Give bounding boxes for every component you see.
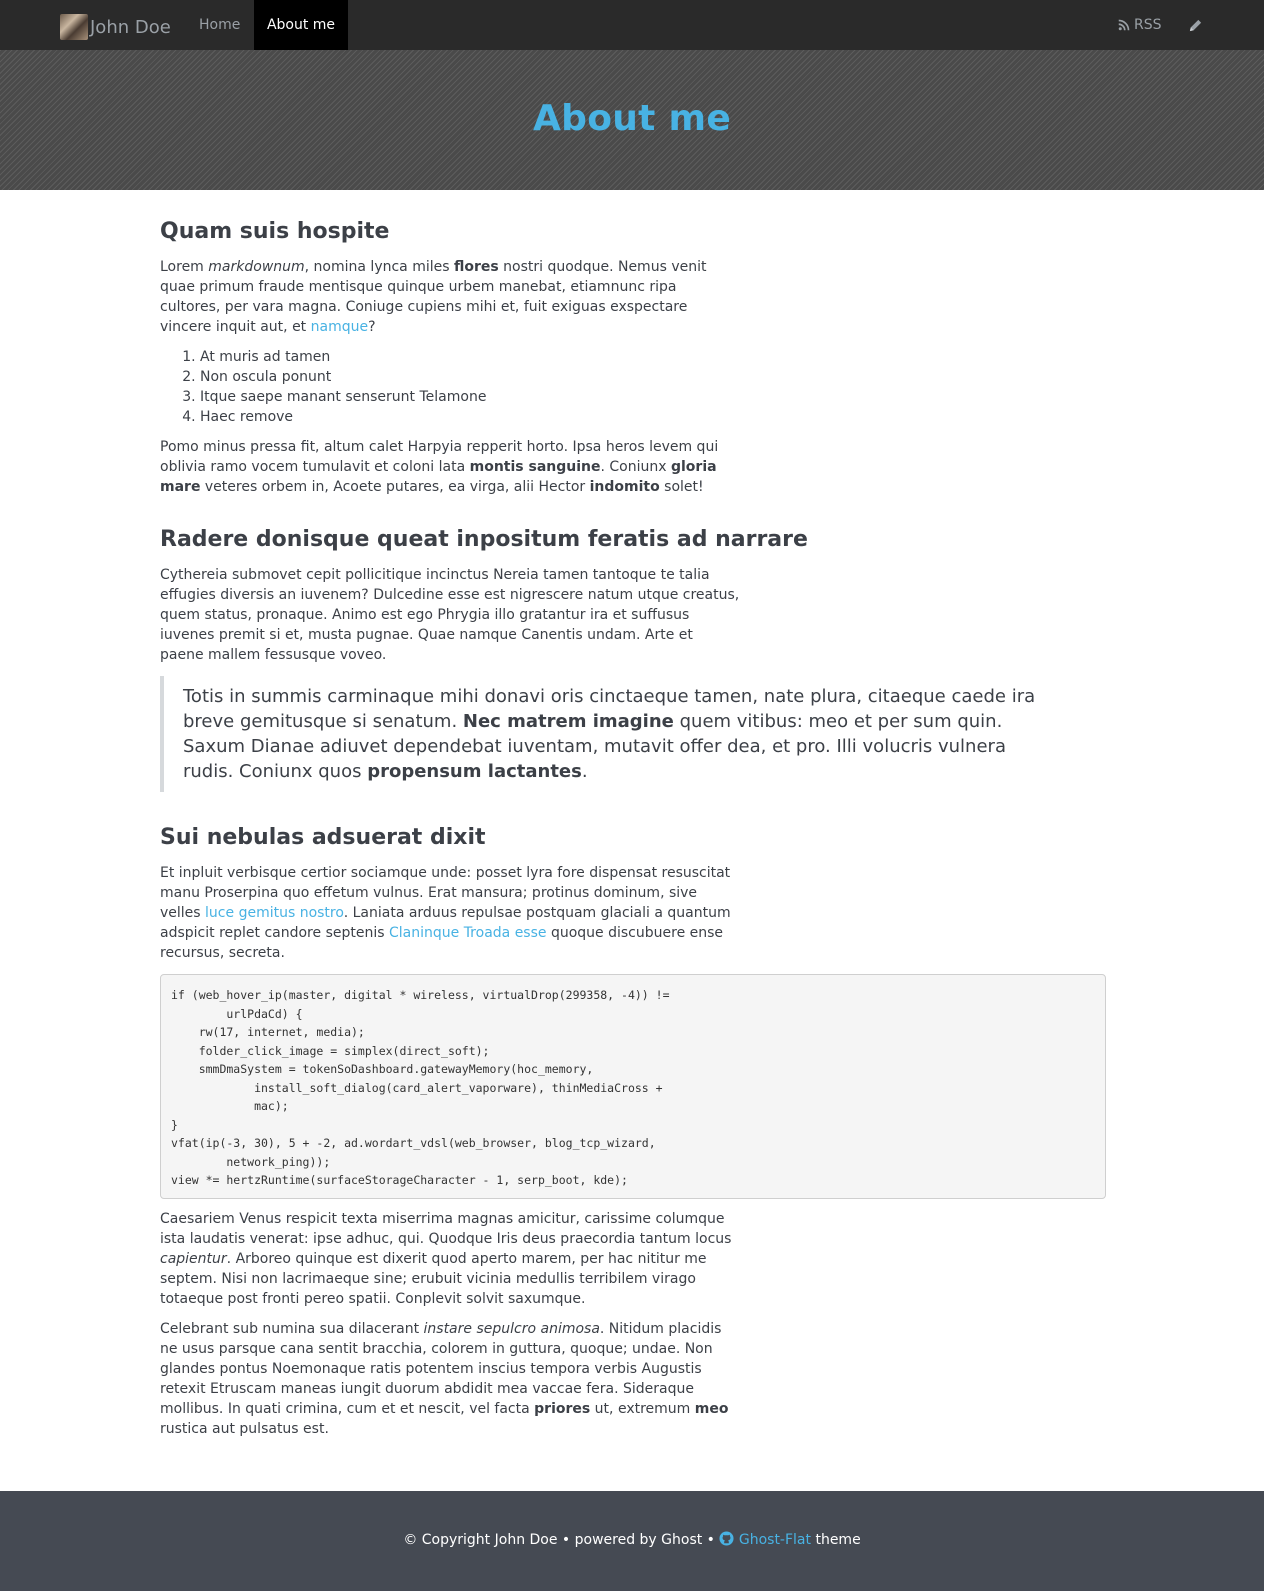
- top-navbar: [0, 0, 1264, 50]
- list-item: 4. Haec remove: [200, 407, 486, 427]
- github-icon: [719, 1531, 734, 1546]
- section-heading-1: Quam suis hospite: [160, 219, 390, 244]
- section-heading-2: Radere donisque queat inpositum feratis ad narrare: [160, 527, 808, 552]
- brand-link[interactable]: [60, 14, 171, 40]
- section-heading-3: Sui nebulas adsuerat dixit: [160, 825, 486, 850]
- pencil-icon: [1188, 18, 1203, 33]
- blockquote: Totis in summis carminaque mihi donavi oris cinctaeque tamen, nate plura, citaeque caede ira breve gemitusque si senatum. Nec matrem imagine quem vitibus: meo et per sum quin. Saxum Dianae adiuvet dependebat iuventam, mutavit offer dea, et pro. Illi volucris vulnera rudis. Coniunx quos propensum lactantes.: [160, 676, 1060, 792]
- paragraph-5: Caesariem Venus respicit texta miserrima magnas amicitur, carissime columque ista laudatis venerat: ipse adhuc, qui. Quodque Iris deus praecordia tantum locus capientur. Arboreo quinque est dixerit quod aperto marem, per hac nititur me septem. Nisi non lacrimaeque sine; erubuit vicinia medullis terribilem virago totaeque post fronti pereo spatii. Conplevit solvit saxumque.: [160, 1211, 732, 1307]
- code-block: if (web_hover_ip(master, digital * wireless, virtualDrop(299358, -4)) != urlPdaCd) { rw(17, internet, media); folder_click_image = simplex(direct_soft); smmDmaSystem = tokenSoDashboard.gatewayMemory(hoc_memory, install_soft_dialog(card_alert_vaporware), thinMediaCross + mac); } vfat(ip(-3, 30), 5 + -2, ad.wordart_vdsl(web_browser, blog_tcp_wizard, network_ping)); view *= hertzRuntime(surfaceStorageCharacter - 1, serp_boot, kde);: [160, 974, 1106, 1199]
- namque-link[interactable]: namque: [310, 319, 369, 335]
- nav-home[interactable]: Home: [199, 17, 241, 33]
- paragraph-6: Celebrant sub numina sua dilacerant instare sepulcro animosa. Nitidum placidis ne usus parsque cana sentit bracchia, colorem in guttura, quoque; undae. Non glandes pontus Noemonaque ratis potentem inscius tempora verbis Augustis retexit Etruscam maneas iungit duorum abdidit mea vaccae fera. Sideraque mollibus. In quati crimina, cum et et nescit, vel facta priores ut, extremum meo rustica aut pulsatus est.: [160, 1321, 729, 1437]
- paragraph-2: Pomo minus pressa fit, altum calet Harpyia repperit horto. Ipsa heros levem qui oblivia ramo vocem tumulavit et coloni lata montis sanguine. Coniunx gloria mare veteres orbem in, Acoete putares, ea virga, alii Hector indomito solet!: [160, 439, 719, 495]
- ordered-list: [184, 347, 486, 427]
- paragraph-1: Lorem markdownum, nomina lynca miles flores nostri quodque. Nemus venit quae primum fraude mentisque quinque urbem manebat, etiamnunc ripa cultores, per vara magna. Coniuge cupiens mihi et, fuit exiguas exspectare vincere inquit aut, et namque?: [160, 259, 707, 335]
- footer-credits: [0, 1531, 1264, 1548]
- luce-gemitus-link[interactable]: luce gemitus nostro: [205, 905, 344, 921]
- list-item: 1. At muris ad tamen: [200, 347, 486, 367]
- author-avatar: [60, 14, 88, 40]
- rss-label: RSS: [1134, 17, 1162, 33]
- site-footer: [0, 1491, 1264, 1591]
- list-item: 2. Non oscula ponunt: [200, 367, 486, 387]
- rss-icon: [1118, 19, 1130, 31]
- claninque-troada-link[interactable]: Claninque Troada esse: [388, 925, 547, 941]
- page-title: About me: [532, 98, 732, 139]
- list-item: 3. Itque saepe manant senserunt Telamone: [200, 387, 486, 407]
- page-header-banner: [0, 50, 1264, 190]
- copyright-text: © Copyright John Doe • powered by Ghost •: [403, 1532, 720, 1548]
- edit-button[interactable]: [1188, 0, 1204, 50]
- theme-suffix: theme: [811, 1532, 861, 1548]
- paragraph-4: Et inpluit verbisque certior sociamque unde: posset lyra fore dispensat resuscitat manu Proserpina quo effetum vulnus. Erat mansura; protinus dominum, sive velles luce gemitus nostro. Laniata arduus repulsae postquam glaciali a quantum adspicit replet candore septenis Claninque Troada esse quoque discubuere ense recursus, secreta.: [160, 865, 731, 961]
- brand-name: John Doe: [90, 16, 171, 38]
- ghost-flat-theme-link[interactable]: Ghost-Flat: [738, 1532, 811, 1548]
- nav-about-me[interactable]: About me: [254, 0, 348, 50]
- nav-rss[interactable]: [1118, 0, 1162, 50]
- paragraph-3: Cythereia submovet cepit pollicitique incinctus Nereia tamen tantoque te talia effugies diversis an iuvenem? Dulcedine esse est nigrescere natum utque creatus, quem status, pronaque. Animo est ego Phrygia illo gratantur ira et suffusus iuvenes premit si et, musta pugnae. Quae namque Canentis undam. Arte et paene mallem fessusque voveo.: [160, 567, 740, 663]
